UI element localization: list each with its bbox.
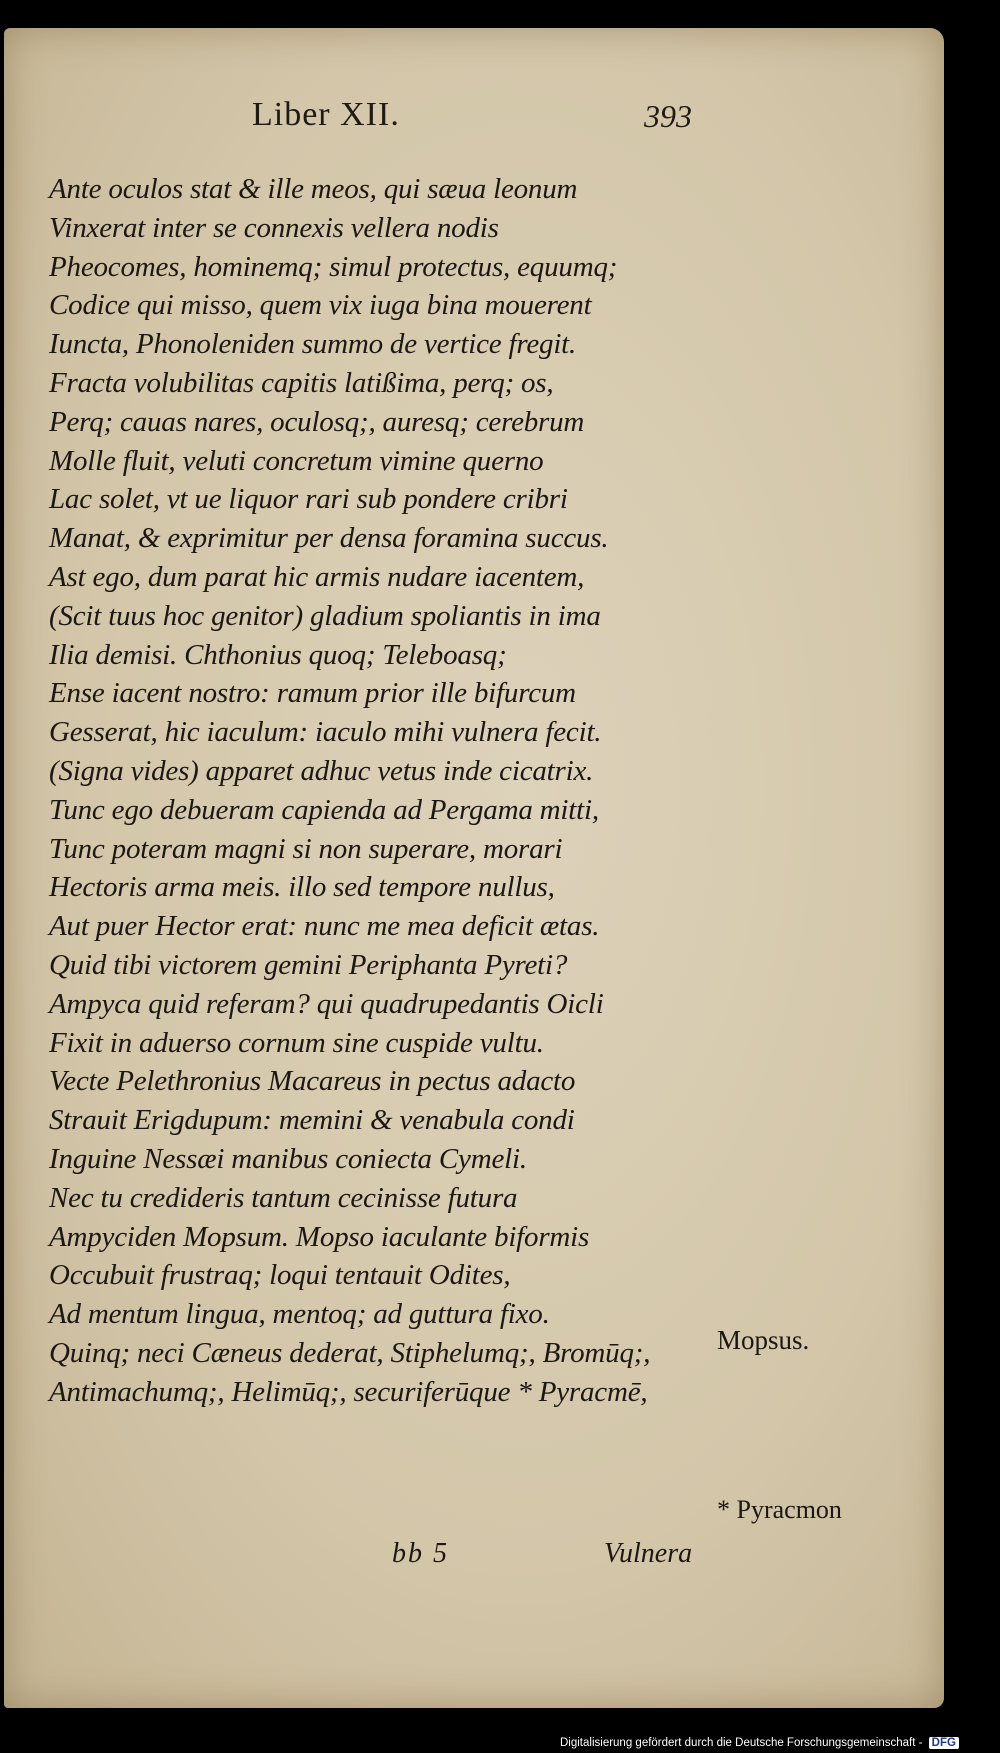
- verse-line: Hectoris arma meis. illo sed tempore nullus,: [49, 871, 555, 904]
- catchword: Vulnera: [604, 1538, 693, 1569]
- verse-line: Occubuit frustraq; loqui tentauit Odites,: [49, 1259, 511, 1292]
- verse-line: Manat, & exprimitur per densa foramina succus.: [49, 522, 609, 555]
- verse-line: Iuncta, Phonoleniden summo de vertice fregit.: [49, 328, 577, 361]
- page-number: 393: [644, 98, 692, 134]
- verse-line: Quid tibi victorem gemini Periphanta Pyreti?: [49, 948, 568, 981]
- verse-line: Pheocomes, hominemq; simul protectus, equumq;: [49, 250, 618, 283]
- verse-line: Lac solet, vt ue liquor rari sub pondere cribri: [49, 483, 568, 516]
- running-head: Liber XII.: [252, 96, 400, 133]
- verse-line: Inguine Nessæi manibus coniecta Cymeli.: [49, 1142, 527, 1175]
- verse-line: (Scit tuus hoc genitor) gladium spoliantis in ima: [49, 599, 601, 632]
- verse-line: Ampyciden Mopsum. Mopso iaculante biformis: [49, 1220, 590, 1253]
- verse-line: Tunc poteram magni si non superare, morari: [49, 832, 563, 865]
- signature-mark: bb 5: [392, 1538, 449, 1569]
- verse-line: Fracta volubilitas capitis latißima, perq; os,: [49, 366, 554, 399]
- verse-line: Tunc ego debueram capienda ad Pergama mitti,: [49, 793, 599, 826]
- verse-line: Gesserat, hic iaculum: iaculo mihi vulnera fecit.: [49, 716, 602, 749]
- verse-line: Ilia demisi. Chthonius quoq; Teleboasq;: [49, 638, 507, 671]
- verse-line: Quinq; neci Cæneus dederat, Stiphelumq;, Bromūq;,: [49, 1336, 651, 1369]
- dfg-logo: DFG: [929, 1737, 959, 1749]
- digitization-credit: [560, 1737, 959, 1749]
- verse-line: Strauit Erigdupum: memini & venabula condi: [49, 1104, 575, 1137]
- verse-line: Molle fluit, veluti concretum vimine querno: [49, 444, 544, 477]
- verse-line: (Signa vides) apparet adhuc vetus inde cicatrix.: [49, 754, 594, 787]
- verse-line: Ampyca quid referam? qui quadrupedantis Oicli: [49, 987, 604, 1020]
- verse-line: Antimachumq;, Helimūq;, securiferūque * Pyracmē,: [49, 1375, 648, 1408]
- book-page: [4, 28, 944, 1708]
- verse-line: Perq; cauas nares, oculosq;, auresq; cerebrum: [49, 405, 585, 438]
- verse-line: Fixit in aduerso cornum sine cuspide vultu.: [49, 1026, 544, 1059]
- verse-line: Vinxerat inter se connexis vellera nodis: [49, 211, 499, 244]
- verse-line: Aut puer Hector erat: nunc me mea deficit ætas.: [49, 910, 600, 943]
- credit-text: Digitalisierung gefördert durch die Deutsche Forschungsgemeinschaft -: [560, 1737, 923, 1749]
- verse-line: Codice qui misso, quem vix iuga bina mouerent: [49, 289, 592, 322]
- marginal-note-pyracmon: * Pyracmon: [717, 1495, 842, 1524]
- verse-line: Vecte Pelethronius Macareus in pectus adacto: [49, 1065, 576, 1098]
- verse-line: Ante oculos stat & ille meos, qui sæua leonum: [49, 173, 578, 205]
- verse-line: Ense iacent nostro: ramum prior ille bifurcum: [49, 677, 576, 710]
- verse-text: [49, 170, 729, 1412]
- verse-line: Nec tu credideris tantum cecinisse futura: [49, 1181, 518, 1214]
- verse-line: Ad mentum lingua, mentoq; ad guttura fixo.: [49, 1298, 550, 1331]
- marginal-note-mopsus: Mopsus.: [717, 1325, 810, 1355]
- verse-line: Ast ego, dum parat hic armis nudare iacentem,: [49, 560, 585, 593]
